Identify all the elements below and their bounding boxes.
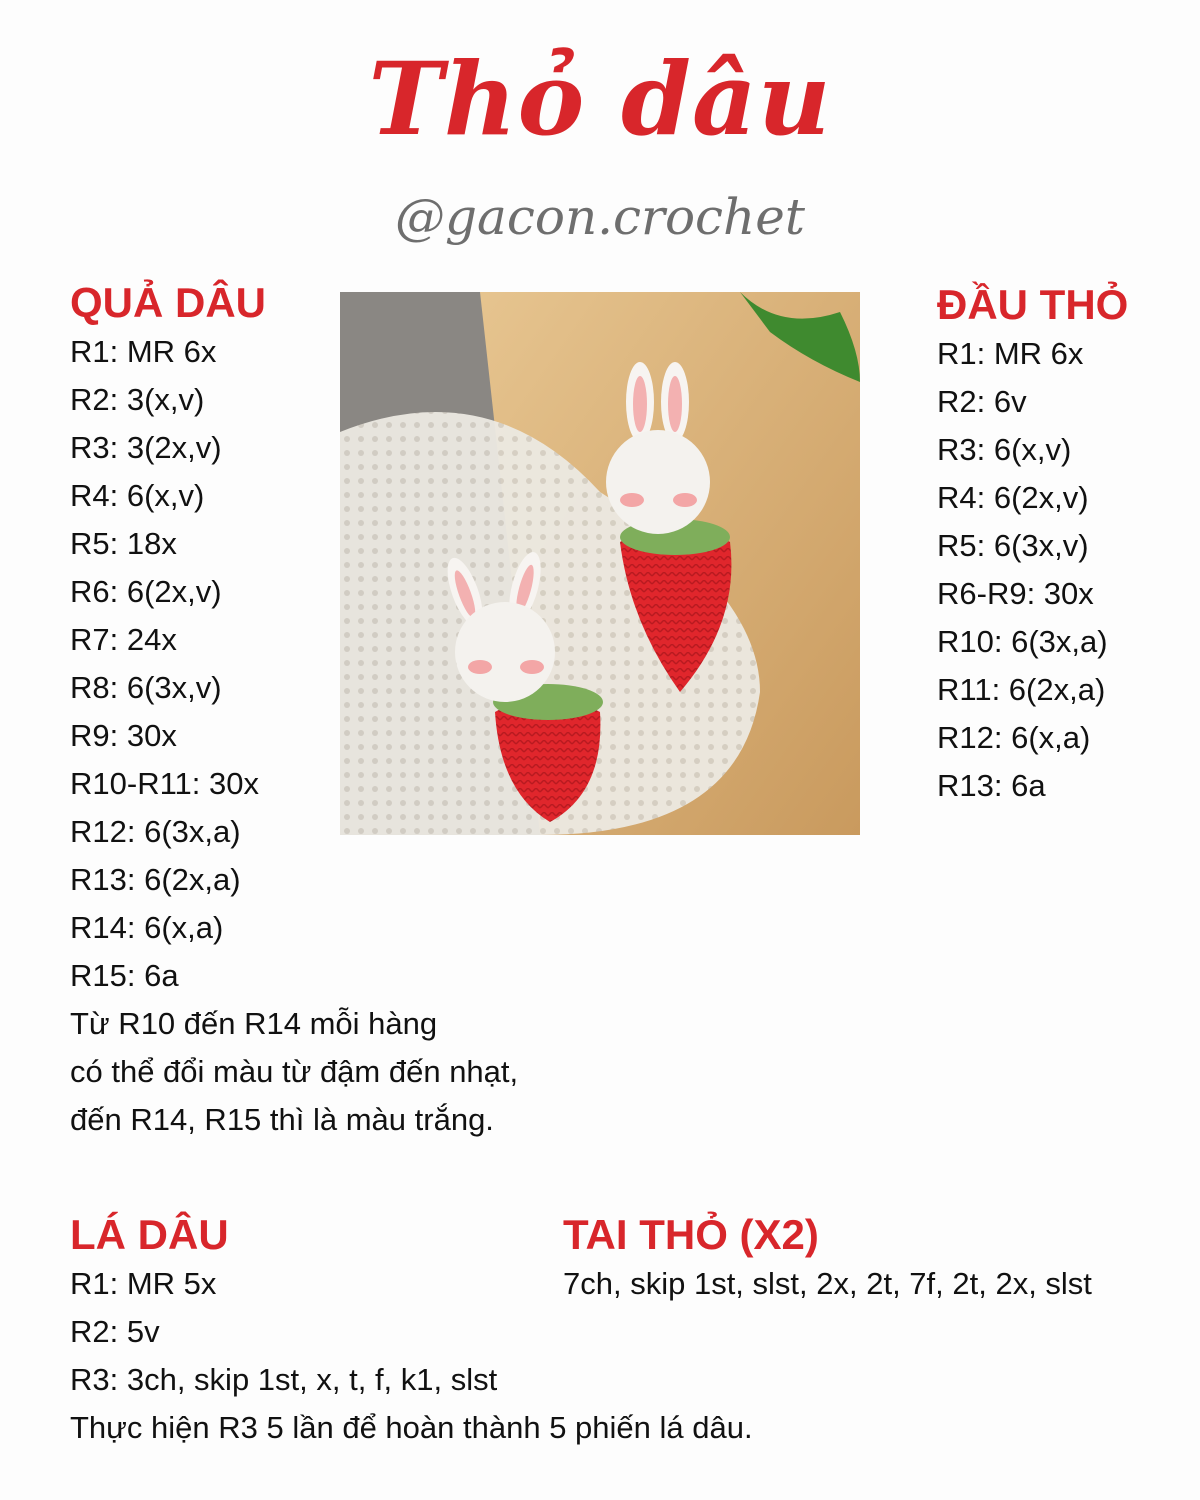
pattern-line: R10: 6(3x,a) xyxy=(937,624,1108,659)
page-title: Thỏ dâu xyxy=(368,40,832,158)
pattern-line: R3: 3(2x,v) xyxy=(70,430,222,465)
pattern-line: R4: 6(x,v) xyxy=(70,478,205,513)
pattern-line: R4: 6(2x,v) xyxy=(937,480,1089,515)
pattern-line: R10-R11: 30x xyxy=(70,766,259,801)
pattern-line: R8: 6(3x,v) xyxy=(70,670,222,705)
pattern-line: R6-R9: 30x xyxy=(937,576,1094,611)
pattern-line: đến R14, R15 thì là màu trắng. xyxy=(70,1102,494,1137)
pattern-line: Thực hiện R3 5 lần để hoàn thành 5 phiến lá dâu. xyxy=(70,1410,753,1445)
section-dau-tho xyxy=(937,280,1128,810)
pattern-line: R15: 6a xyxy=(70,958,179,993)
section-heading: TAI THỎ (X2) xyxy=(563,1211,819,1258)
author-handle: @gacon.crochet xyxy=(395,188,805,246)
pattern-line: Từ R10 đến R14 mỗi hàng xyxy=(70,1006,438,1041)
pattern-line: R6: 6(2x,v) xyxy=(70,574,222,609)
pattern-line: R11: 6(2x,a) xyxy=(937,672,1106,707)
section-heading: QUẢ DÂU xyxy=(70,279,266,326)
pattern-line: 7ch, skip 1st, slst, 2x, 2t, 7f, 2t, 2x, slst xyxy=(563,1266,1092,1301)
pattern-line: R2: 6v xyxy=(937,384,1027,419)
pattern-line: R3: 6(x,v) xyxy=(937,432,1072,467)
pattern-line: R1: MR 5x xyxy=(70,1266,217,1301)
section-heading: LÁ DÂU xyxy=(70,1211,229,1258)
pattern-line: R2: 3(x,v) xyxy=(70,382,205,417)
pattern-line: R1: MR 6x xyxy=(937,336,1084,371)
pattern-line: R13: 6a xyxy=(937,768,1046,803)
pattern-line: R12: 6(3x,a) xyxy=(70,814,241,849)
pattern-line: R12: 6(x,a) xyxy=(937,720,1091,755)
product-photo xyxy=(340,292,860,835)
section-heading: ĐẦU THỎ xyxy=(937,281,1129,328)
section-tai-tho xyxy=(563,1210,1092,1308)
pattern-line: R3: 3ch, skip 1st, x, t, f, k1, slst xyxy=(70,1362,498,1397)
pattern-line: R14: 6(x,a) xyxy=(70,910,224,945)
pattern-line: R5: 18x xyxy=(70,526,177,561)
pattern-line: R5: 6(3x,v) xyxy=(937,528,1089,563)
pattern-line: R13: 6(2x,a) xyxy=(70,862,241,897)
pattern-line: có thể đổi màu từ đậm đến nhạt, xyxy=(70,1054,519,1089)
pattern-line: R9: 30x xyxy=(70,718,177,753)
pattern-line: R1: MR 6x xyxy=(70,334,217,369)
pattern-line: R2: 5v xyxy=(70,1314,160,1349)
pattern-line: R7: 24x xyxy=(70,622,177,657)
